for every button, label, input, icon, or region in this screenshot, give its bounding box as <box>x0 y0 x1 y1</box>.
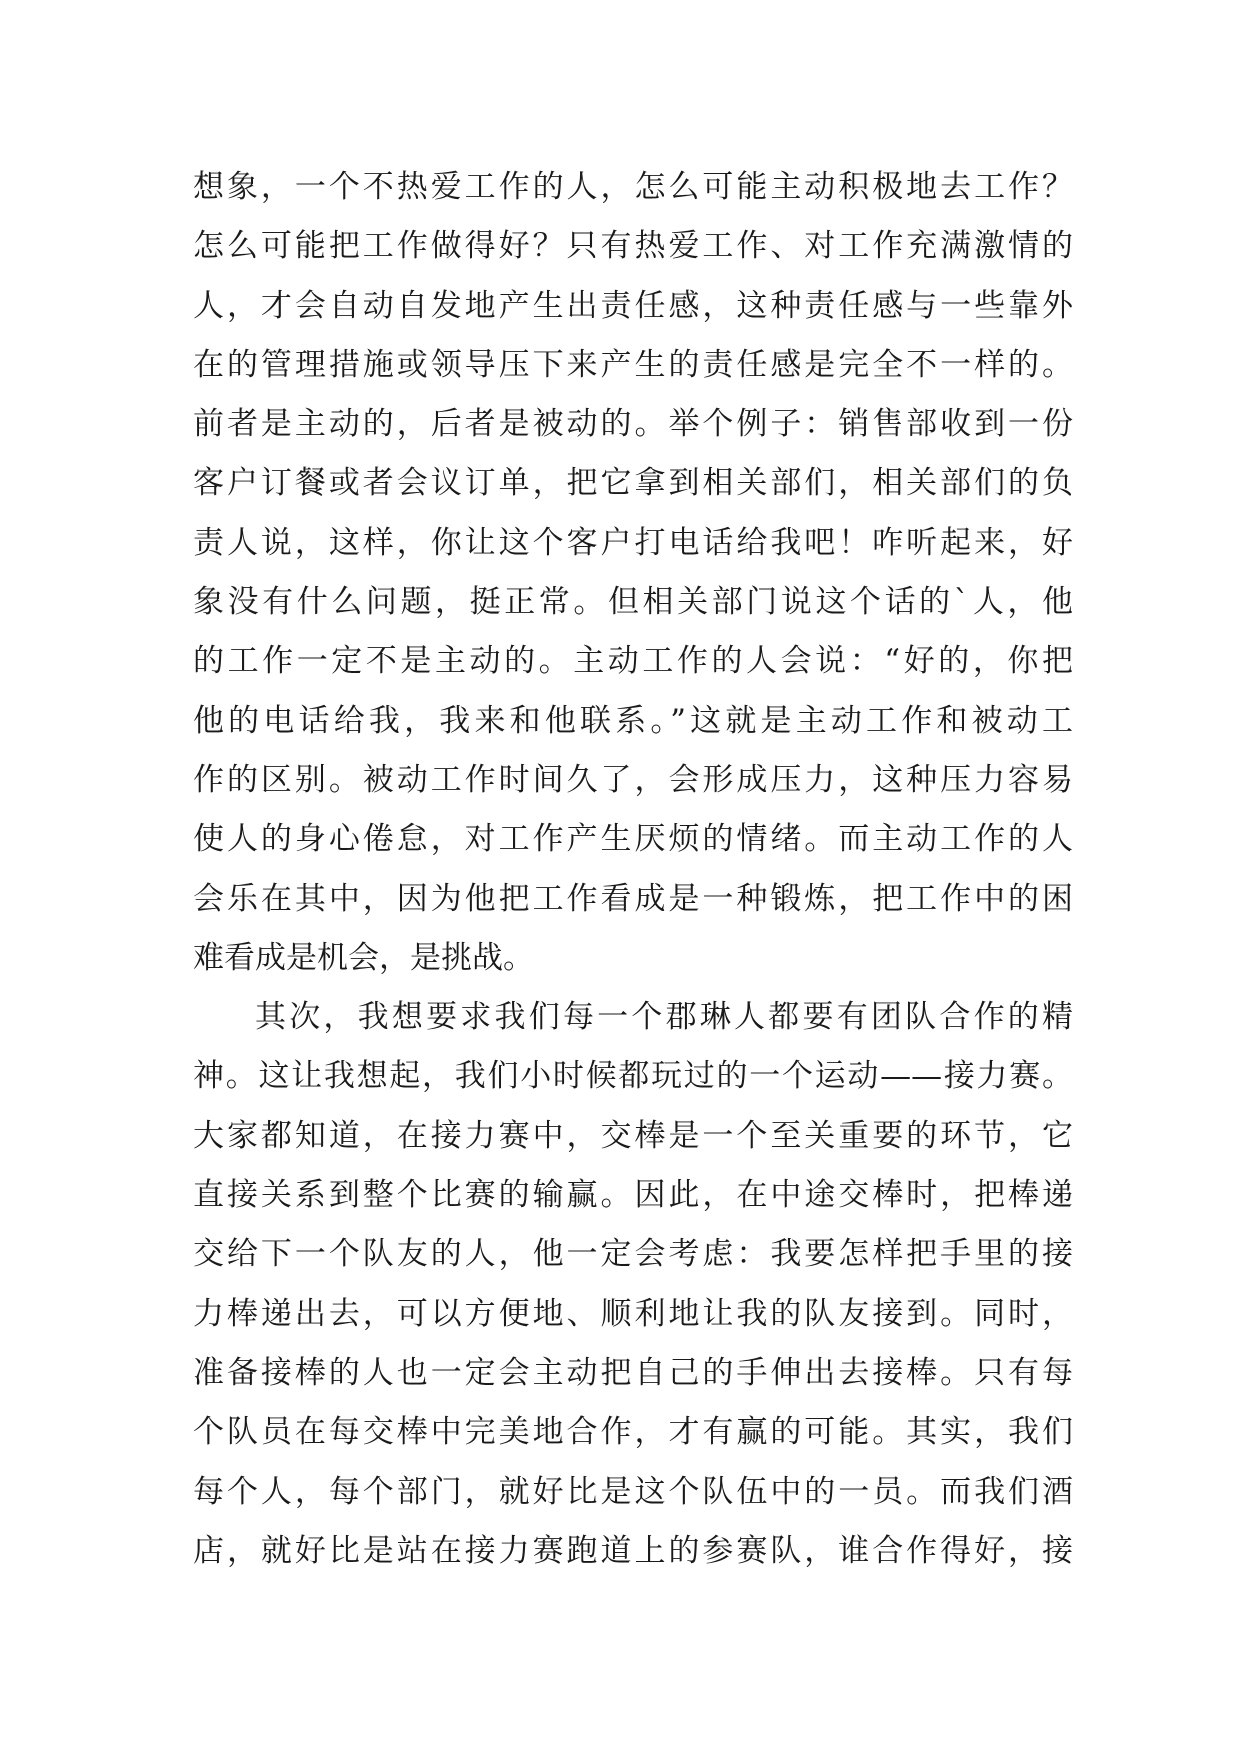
text-line: 力棒递出去，可以方便地、顺利地让我的队友接到。同时， <box>193 1295 1073 1332</box>
text-line: 会乐在其中，因为他把工作看成是一种锻炼，把工作中的困 <box>193 880 1073 917</box>
text-line: 客户订餐或者会议订单，把它拿到相关部们，相关部们的负 <box>193 465 1073 502</box>
body-text <box>193 158 1073 1581</box>
text-line: 怎么可能把工作做得好？只有热爱工作、对工作充满激情的 <box>193 228 1073 265</box>
text-line: 使人的身心倦怠，对工作产生厌烦的情绪。而主动工作的人 <box>193 821 1073 858</box>
text-line: 交给下一个队友的人，他一定会考虑：我要怎样把手里的接 <box>193 1236 1073 1273</box>
text-line: 难看成是机会，是挑战。 <box>193 939 534 976</box>
text-line: 作的区别。被动工作时间久了，会形成压力，这种压力容易 <box>193 761 1073 798</box>
text-line: 的工作一定不是主动的。主动工作的人会说：“好的，你把 <box>193 643 1073 680</box>
text-line: 店，就好比是站在接力赛跑道上的参赛队，谁合作得好，接 <box>193 1532 1073 1569</box>
text-line: 想象，一个不热爱工作的人，怎么可能主动积极地去工作？ <box>193 169 1073 205</box>
text-line: 直接关系到整个比赛的输赢。因此，在中途交棒时，把棒递 <box>193 1177 1073 1214</box>
text-line: 前者是主动的，后者是被动的。举个例子：销售部收到一份 <box>193 406 1073 443</box>
text-line: 神。这让我想起，我们小时候都玩过的一个运动——接力赛。 <box>193 1058 1073 1095</box>
text-line: 象没有什么问题，挺正常。但相关部门说这个话的`人，他 <box>193 584 1073 621</box>
text-line: 每个人，每个部门，就好比是这个队伍中的一员。而我们酒 <box>193 1473 1073 1510</box>
text-line: 大家都知道，在接力赛中，交棒是一个至关重要的环节，它 <box>193 1117 1073 1154</box>
text-line: 在的管理措施或领导压下来产生的责任感是完全不一样的。 <box>193 346 1073 383</box>
text-line: 人，才会自动自发地产生出责任感，这种责任感与一些靠外 <box>193 287 1073 324</box>
text-line: 他的电话给我，我来和他联系。”这就是主动工作和被动工 <box>193 702 1073 739</box>
paragraph-1 <box>193 158 1073 988</box>
text-line: 其次，我想要求我们每一个郡琳人都要有团队合作的精 <box>255 999 1073 1036</box>
text-line: 准备接棒的人也一定会主动把自己的手伸出去接棒。只有每 <box>193 1354 1073 1391</box>
text-line: 个队员在每交棒中完美地合作，才有赢的可能。其实，我们 <box>193 1414 1073 1451</box>
text-line: 责人说，这样，你让这个客户打电话给我吧！咋听起来，好 <box>193 524 1073 561</box>
paragraph-2 <box>193 988 1073 1581</box>
